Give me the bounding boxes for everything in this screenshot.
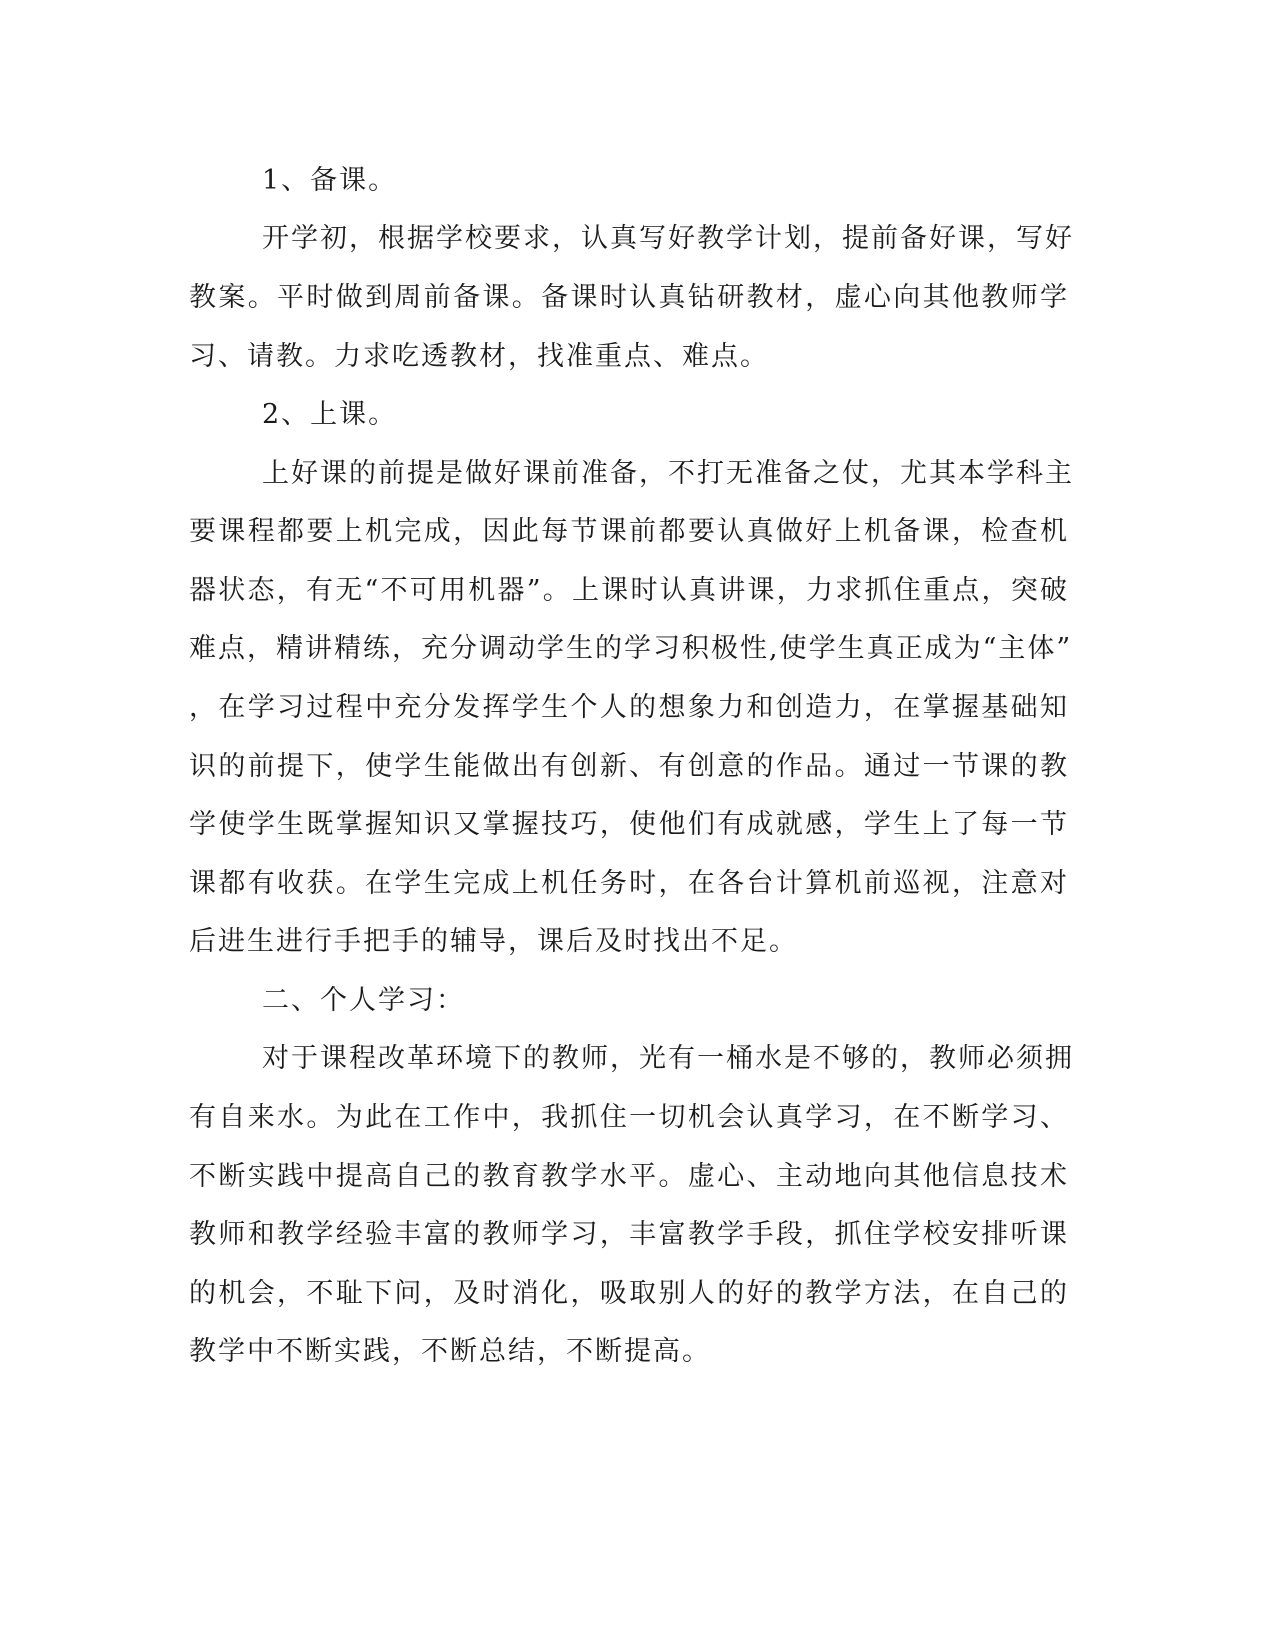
paragraph-line: 习、请教。力求吃透教材，找准重点、难点。 <box>189 341 769 372</box>
paragraph-line: 识的前提下，使学生能做出有创新、有创意的作品。通过一节课的教 <box>189 751 1069 782</box>
heading-teaching: 2、上课。 <box>262 399 398 430</box>
paragraph-line: 后进生进行手把手的辅导，课后及时找出不足。 <box>189 926 798 957</box>
paragraph-line: 的机会，不耻下问，及时消化，吸取别人的好的教学方法，在自己的 <box>189 1278 1069 1309</box>
paragraph-line: 难点，精讲精练，充分调动学生的学习积极性,使学生真正成为“主体” <box>189 633 1073 664</box>
heading-personal-study: 二、个人学习： <box>262 985 465 1016</box>
paragraph-line: 教学中不断实践，不断总结，不断提高。 <box>189 1336 711 1367</box>
paragraph-line: 课都有收获。在学生完成上机任务时，在各台计算机前巡视，注意对 <box>189 868 1069 899</box>
paragraph-line: 教案。平时做到周前备课。备课时认真钻研教材，虚心向其他教师学 <box>189 282 1069 313</box>
paragraph-line: ，在学习过程中充分发挥学生个人的想象力和创造力，在掌握基础知 <box>189 692 1069 723</box>
paragraph-line: 不断实践中提高自己的教育教学水平。虚心、主动地向其他信息技术 <box>189 1161 1069 1192</box>
paragraph-line: 学使学生既掌握知识又掌握技巧，使他们有成就感，学生上了每一节 <box>189 809 1069 840</box>
paragraph-line: 器状态，有无“不可用机器”。上课时认真讲课，力求抓住重点，突破 <box>189 575 1069 606</box>
paragraph-line: 开学初，根据学校要求，认真写好教学计划，提前备好课，写好 <box>262 223 1074 254</box>
paragraph-line: 有自来水。为此在工作中，我抓住一切机会认真学习，在不断学习、 <box>189 1102 1069 1133</box>
paragraph-line: 对于课程改革环境下的教师，光有一桶水是不够的，教师必须拥 <box>262 1043 1074 1074</box>
paragraph-line: 要课程都要上机完成，因此每节课前都要认真做好上机备课，检查机 <box>189 516 1069 547</box>
heading-prepare-lessons: 1、备课。 <box>262 165 398 196</box>
paragraph-line: 上好课的前提是做好课前准备，不打无准备之仗，尤其本学科主 <box>262 458 1074 489</box>
paragraph-line: 教师和教学经验丰富的教师学习，丰富教学手段，抓住学校安排听课 <box>189 1219 1069 1250</box>
